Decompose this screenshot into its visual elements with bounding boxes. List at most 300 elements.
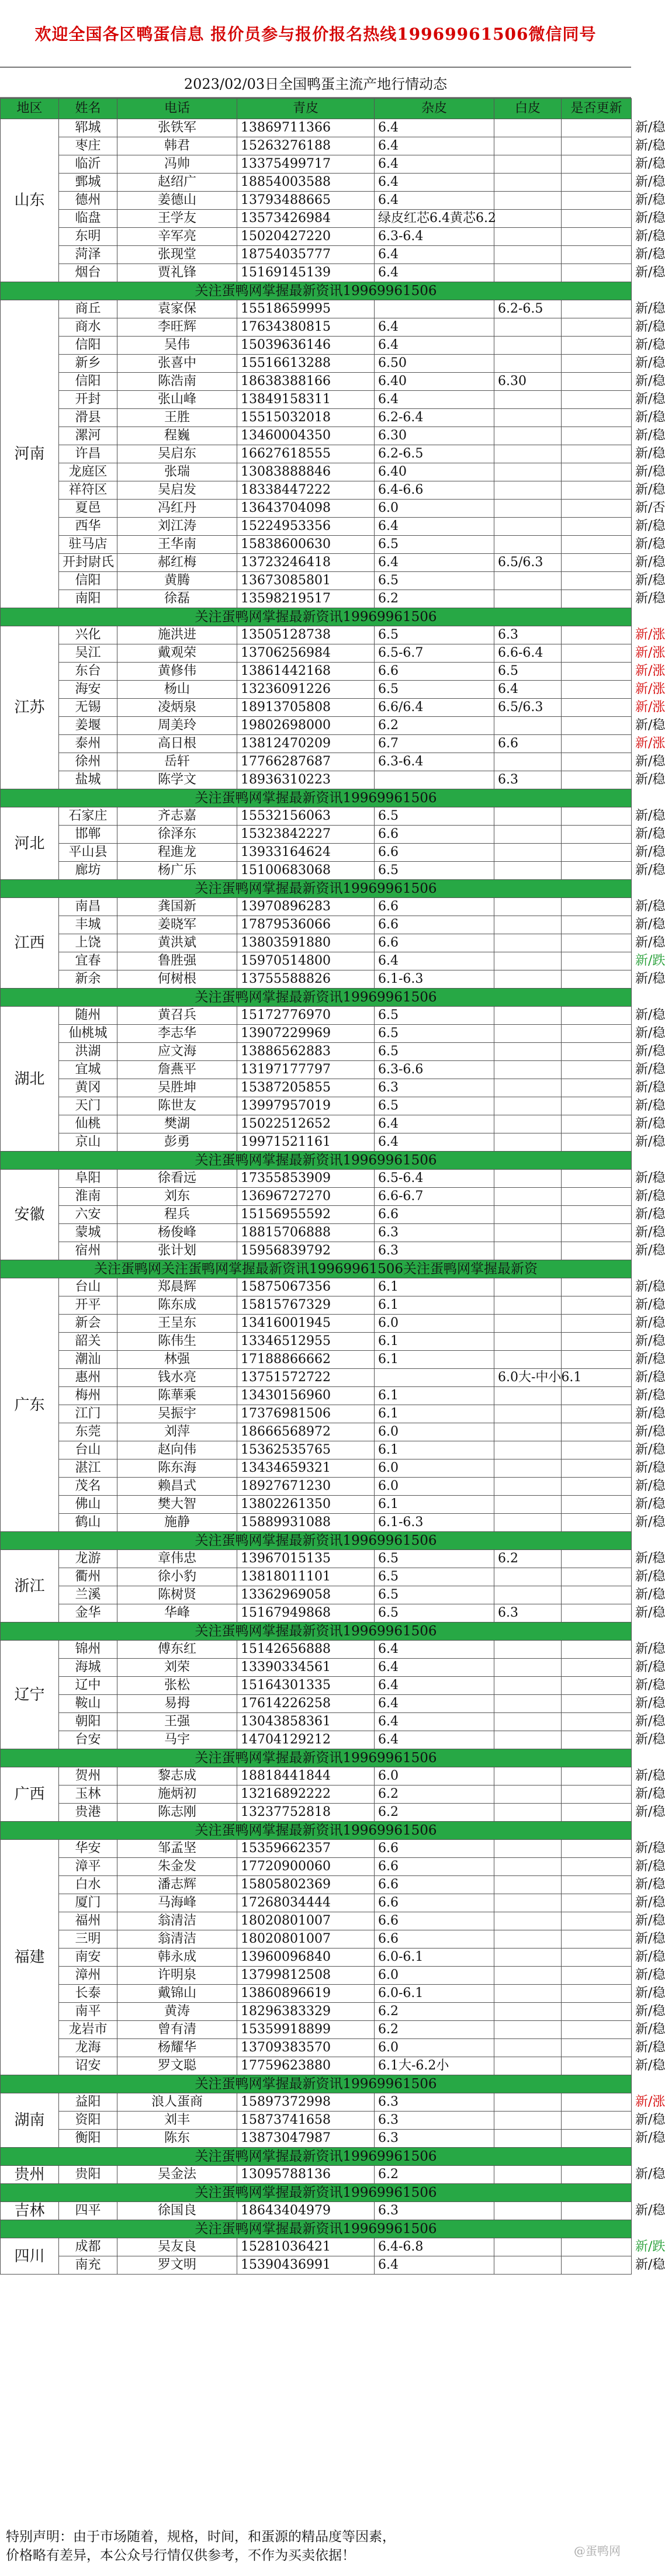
phone-cell: 15897372998 xyxy=(237,2093,375,2112)
name-cell: 程巍 xyxy=(117,427,237,445)
zapi-cell xyxy=(494,1985,562,2003)
table-row: 商水 李旺辉 17634380815 6.4 新/稳 xyxy=(1,318,632,337)
baipi-cell xyxy=(562,1333,632,1351)
baipi-cell xyxy=(562,536,632,554)
name-cell: 赖昌式 xyxy=(117,1478,237,1496)
name-cell: 龚国新 xyxy=(117,898,237,916)
name-cell: 张铁军 xyxy=(117,119,237,137)
table-row: 邯郸 徐泽东 15323842227 6.6 新/稳 xyxy=(1,826,632,844)
city-cell: 淮南 xyxy=(59,1188,117,1206)
qingpi-cell: 6.4 xyxy=(375,1713,494,1731)
qingpi-cell: 6.40 xyxy=(375,373,494,391)
name-cell: 岳轩 xyxy=(117,753,237,771)
name-cell: 张喜中 xyxy=(117,355,237,373)
city-cell: 三明 xyxy=(59,1930,117,1949)
zapi-cell xyxy=(494,2130,562,2148)
city-cell: 郓城 xyxy=(59,119,117,137)
table-row: 三明 翁清洁 18020801007 6.6 新/稳 xyxy=(1,1930,632,1949)
column-header: 地区 xyxy=(1,99,59,119)
zapi-cell xyxy=(494,155,562,174)
table-row: 西华 刘江涛 15224953356 6.4 新/稳 xyxy=(1,518,632,536)
qingpi-cell: 6.4 xyxy=(375,1677,494,1695)
banner-text: 关注蛋鸭网掌握最新资讯19969961506 xyxy=(1,608,632,626)
qingpi-cell: 6.1大-6.2小 xyxy=(375,2057,494,2075)
qingpi-cell: 6.6 xyxy=(375,1876,494,1894)
baipi-cell xyxy=(562,1115,632,1133)
baipi-cell xyxy=(562,1514,632,1532)
name-cell: 吴启东 xyxy=(117,445,237,463)
baipi-cell xyxy=(562,1496,632,1514)
baipi-cell xyxy=(562,1731,632,1749)
table-row: 夏邑 冯红丹 13643704098 6.0 新/否 xyxy=(1,500,632,518)
table-row: 仙桃城 李志华 13907229969 6.5 新/稳 xyxy=(1,1025,632,1043)
name-cell: 郝红梅 xyxy=(117,554,237,572)
city-cell: 信阳 xyxy=(59,337,117,355)
table-row: 淮南 刘东 13696727270 6.6-6.7 新/稳 xyxy=(1,1188,632,1206)
city-cell: 祥符区 xyxy=(59,481,117,500)
section-banner xyxy=(1,880,632,898)
city-cell: 江门 xyxy=(59,1405,117,1423)
city-cell: 仙桃城 xyxy=(59,1025,117,1043)
zapi-cell: 6.5 xyxy=(494,663,562,681)
baipi-cell xyxy=(562,1659,632,1677)
city-cell: 海城 xyxy=(59,1659,117,1677)
city-cell: 漯河 xyxy=(59,427,117,445)
table-row: 江苏 兴化 施洪进 13505128738 6.5 6.3 新/涨 xyxy=(1,626,632,644)
name-cell: 戴锦山 xyxy=(117,1985,237,2003)
city-cell: 朝阳 xyxy=(59,1713,117,1731)
zapi-cell: 6.3 xyxy=(494,626,562,644)
baipi-cell xyxy=(562,264,632,282)
name-cell: 鲁胜强 xyxy=(117,952,237,970)
phone-cell: 15359918899 xyxy=(237,2021,375,2039)
phone-cell: 15875067356 xyxy=(237,1278,375,1296)
city-cell: 白水 xyxy=(59,1876,117,1894)
section-banner xyxy=(1,1532,632,1550)
name-cell: 邹孟坚 xyxy=(117,1840,237,1858)
baipi-cell xyxy=(562,898,632,916)
baipi-cell xyxy=(562,1133,632,1152)
city-cell: 台山 xyxy=(59,1278,117,1296)
city-cell: 枣庄 xyxy=(59,137,117,155)
city-cell: 长泰 xyxy=(59,1985,117,2003)
table-row: 吴江 戴观荣 13706256984 6.5-6.7 6.6-6.4 新/涨 xyxy=(1,644,632,663)
table-row: 泰州 高日根 13812470209 6.7 6.6 新/涨 xyxy=(1,735,632,753)
phone-cell: 15100683068 xyxy=(237,862,375,880)
baipi-cell xyxy=(562,970,632,989)
phone-cell: 13673085801 xyxy=(237,572,375,590)
phone-cell: 15362535765 xyxy=(237,1441,375,1459)
baipi-cell xyxy=(562,1985,632,2003)
table-row: 韶关 陈伟生 13346512955 6.1 新/稳 xyxy=(1,1333,632,1351)
region-cell: 贵州 xyxy=(1,2166,59,2184)
baipi-cell xyxy=(562,2057,632,2075)
zapi-cell xyxy=(494,1423,562,1441)
baipi-cell xyxy=(562,572,632,590)
city-cell: 德州 xyxy=(59,192,117,210)
baipi-cell xyxy=(562,1061,632,1079)
baipi-cell xyxy=(562,2093,632,2112)
table-row: 福建 华安 邹孟坚 15359662357 6.6 新/稳 xyxy=(1,1840,632,1858)
disclaimer-line-2: 价格略有差异，本公众号行情仅供参考，不作为买卖依据！ xyxy=(6,2548,355,2563)
qingpi-cell: 6.40 xyxy=(375,463,494,481)
qingpi-cell: 6.4 xyxy=(375,318,494,337)
table-row: 辽宁 锦州 傅东红 15142656888 6.4 新/稳 xyxy=(1,1641,632,1659)
city-cell: 西华 xyxy=(59,518,117,536)
zapi-cell xyxy=(494,1496,562,1514)
table-row: 台安 马宇 14704129212 6.4 新/稳 xyxy=(1,1731,632,1749)
region-cell: 广东 xyxy=(1,1278,59,1532)
table-row: 安徽 阜阳 徐看远 17355853909 6.5-6.4 新/稳 xyxy=(1,1170,632,1188)
city-cell: 漳平 xyxy=(59,1858,117,1876)
qingpi-cell: 6.4 xyxy=(375,119,494,137)
zapi-cell xyxy=(494,1894,562,1912)
section-banner xyxy=(1,789,632,807)
zapi-cell xyxy=(494,1659,562,1677)
column-header: 杂皮 xyxy=(375,99,494,119)
city-cell: 南充 xyxy=(59,2256,117,2275)
qingpi-cell: 6.1 xyxy=(375,1441,494,1459)
phone-cell: 13083888846 xyxy=(237,463,375,481)
name-cell: 吴友良 xyxy=(117,2238,237,2256)
zapi-cell xyxy=(494,1224,562,1242)
baipi-cell xyxy=(562,2166,632,2184)
baipi-cell xyxy=(562,735,632,753)
baipi-cell xyxy=(562,1097,632,1115)
price-table xyxy=(0,98,665,2275)
baipi-cell xyxy=(562,174,632,192)
baipi-cell xyxy=(562,1025,632,1043)
phone-cell: 13362969058 xyxy=(237,1586,375,1604)
region-cell: 安徽 xyxy=(1,1170,59,1260)
table-row: 衢州 徐小豹 13818011101 6.5 新/稳 xyxy=(1,1568,632,1586)
phone-cell: 15889931088 xyxy=(237,1514,375,1532)
name-cell: 黄召兵 xyxy=(117,1007,237,1025)
baipi-cell xyxy=(562,1876,632,1894)
qingpi-cell: 6.0 xyxy=(375,1767,494,1785)
zapi-cell xyxy=(494,1188,562,1206)
zapi-cell xyxy=(494,192,562,210)
zapi-cell xyxy=(494,1858,562,1876)
phone-cell: 13997957019 xyxy=(237,1097,375,1115)
table-row: 茂名 赖昌式 18927671230 6.0 新/稳 xyxy=(1,1478,632,1496)
name-cell: 樊湖 xyxy=(117,1115,237,1133)
table-row: 佛山 樊大智 13802261350 6.1 新/稳 xyxy=(1,1496,632,1514)
city-cell: 兰溪 xyxy=(59,1586,117,1604)
table-row: 蒙城 杨俊峰 18815706888 6.3 新/稳 xyxy=(1,1224,632,1242)
table-body xyxy=(1,119,665,2275)
qingpi-cell: 6.5 xyxy=(375,862,494,880)
baipi-cell xyxy=(562,1894,632,1912)
qingpi-cell: 6.1-6.3 xyxy=(375,1514,494,1532)
name-cell: 李志华 xyxy=(117,1025,237,1043)
qingpi-cell: 6.3-6.4 xyxy=(375,753,494,771)
zapi-cell xyxy=(494,1641,562,1659)
city-cell: 华安 xyxy=(59,1840,117,1858)
name-cell: 陈浩南 xyxy=(117,373,237,391)
phone-cell: 13390334561 xyxy=(237,1659,375,1677)
name-cell: 徐磊 xyxy=(117,590,237,608)
zapi-cell xyxy=(494,1061,562,1079)
qingpi-cell: 6.4 xyxy=(375,952,494,970)
zapi-cell xyxy=(494,572,562,590)
zapi-cell xyxy=(494,1007,562,1025)
name-cell: 贾礼锋 xyxy=(117,264,237,282)
section-banner xyxy=(1,2075,632,2093)
qingpi-cell: 6.1 xyxy=(375,1496,494,1514)
table-row: 漯河 程巍 13460004350 6.30 新/稳 xyxy=(1,427,632,445)
region-cell: 吉林 xyxy=(1,2202,59,2220)
phone-cell: 15805802369 xyxy=(237,1876,375,1894)
name-cell: 程兵 xyxy=(117,1206,237,1224)
city-cell: 廊坊 xyxy=(59,862,117,880)
name-cell: 王呈东 xyxy=(117,1315,237,1333)
table-row: 新会 王呈东 13416001945 6.0 新/稳 xyxy=(1,1315,632,1333)
zapi-cell xyxy=(494,355,562,373)
baipi-cell xyxy=(562,1315,632,1333)
baipi-cell xyxy=(562,355,632,373)
qingpi-cell: 6.2 xyxy=(375,1804,494,1822)
name-cell: 冯红丹 xyxy=(117,500,237,518)
name-cell: 杨广乐 xyxy=(117,862,237,880)
qingpi-cell: 6.2 xyxy=(375,2021,494,2039)
name-cell: 赵绍广 xyxy=(117,174,237,192)
table-row: 河南 商丘 袁家保 15518659995 6.2-6.5 新/稳 xyxy=(1,300,632,318)
table-row: 平山县 程進龙 13933164624 6.6 新/稳 xyxy=(1,844,632,862)
phone-cell: 13849158311 xyxy=(237,391,375,409)
zapi-cell xyxy=(494,1459,562,1478)
city-cell: 菏泽 xyxy=(59,246,117,264)
name-cell: 黎志成 xyxy=(117,1767,237,1785)
name-cell: 吴胜坤 xyxy=(117,1079,237,1097)
zapi-cell xyxy=(494,916,562,934)
name-cell: 齐志嘉 xyxy=(117,807,237,826)
qingpi-cell: 6.4-6.8 xyxy=(375,2238,494,2256)
name-cell: 徐看远 xyxy=(117,1170,237,1188)
phone-cell: 13873047987 xyxy=(237,2130,375,2148)
baipi-cell xyxy=(562,1967,632,1985)
zapi-cell xyxy=(494,518,562,536)
zapi-cell xyxy=(494,1514,562,1532)
name-cell: 韩永成 xyxy=(117,1949,237,1967)
qingpi-cell: 6.6 xyxy=(375,663,494,681)
table-row: 山东 郓城 张铁军 13869711366 6.4 新/稳 xyxy=(1,119,632,137)
zapi-cell xyxy=(494,1351,562,1369)
table-row: 德州 姜德山 13793488665 6.4 新/稳 xyxy=(1,192,632,210)
name-cell: 曾有清 xyxy=(117,2021,237,2039)
region-cell: 河南 xyxy=(1,300,59,608)
phone-cell: 15970514800 xyxy=(237,952,375,970)
phone-cell: 13216892222 xyxy=(237,1785,375,1804)
phone-cell: 17634380815 xyxy=(237,318,375,337)
baipi-cell xyxy=(562,1641,632,1659)
zapi-cell xyxy=(494,2112,562,2130)
city-cell: 南昌 xyxy=(59,898,117,916)
qingpi-cell: 6.6-6.7 xyxy=(375,1188,494,1206)
zapi-cell xyxy=(494,1043,562,1061)
baipi-cell xyxy=(562,155,632,174)
city-cell: 宜城 xyxy=(59,1061,117,1079)
phone-cell: 18666568972 xyxy=(237,1423,375,1441)
table-row: 无锡 凌炳泉 18913705808 6.6/6.4 6.5/6.3 新/涨 xyxy=(1,699,632,717)
phone-cell: 13095788136 xyxy=(237,2166,375,2184)
city-cell: 黄冈 xyxy=(59,1079,117,1097)
zapi-cell xyxy=(494,2238,562,2256)
city-cell: 烟台 xyxy=(59,264,117,282)
qingpi-cell: 6.30 xyxy=(375,427,494,445)
baipi-cell xyxy=(562,681,632,699)
table-row: 龙海 杨耀华 13709383570 6.0 新/稳 xyxy=(1,2039,632,2057)
baipi-cell xyxy=(562,807,632,826)
phone-cell: 15167949868 xyxy=(237,1604,375,1622)
table-row: 厦门 马海峰 17268034444 6.6 新/稳 xyxy=(1,1894,632,1912)
table-row: 潮汕 林强 17188866662 6.1 新/稳 xyxy=(1,1351,632,1369)
qingpi-cell: 6.3 xyxy=(375,2130,494,2148)
phone-cell: 15281036421 xyxy=(237,2238,375,2256)
baipi-cell xyxy=(562,1949,632,1967)
table-row: 盐城 陈学文 18936310223 6.3 新/稳 xyxy=(1,771,632,789)
city-cell: 玉林 xyxy=(59,1785,117,1804)
qingpi-cell: 6.5 xyxy=(375,681,494,699)
region-cell: 山东 xyxy=(1,119,59,282)
table-row: 驻马店 王华南 15838600630 6.5 新/稳 xyxy=(1,536,632,554)
baipi-cell xyxy=(562,337,632,355)
baipi-cell xyxy=(562,1586,632,1604)
name-cell: 陈东成 xyxy=(117,1296,237,1315)
baipi-cell xyxy=(562,1478,632,1496)
phone-cell: 13755588826 xyxy=(237,970,375,989)
table-row: 朝阳 王强 13043858361 6.4 新/稳 xyxy=(1,1713,632,1731)
table-row: 南阳 徐磊 13598219517 6.2 新/稳 xyxy=(1,590,632,608)
baipi-cell xyxy=(562,500,632,518)
baipi-cell xyxy=(562,1767,632,1785)
name-cell: 王胜 xyxy=(117,409,237,427)
zapi-cell xyxy=(494,1731,562,1749)
baipi-cell xyxy=(562,1550,632,1568)
zapi-cell xyxy=(494,2057,562,2075)
phone-cell: 18854003588 xyxy=(237,174,375,192)
baipi-cell xyxy=(562,590,632,608)
column-header: 姓名 xyxy=(59,99,117,119)
baipi-cell xyxy=(562,518,632,536)
name-cell: 赵向伟 xyxy=(117,1441,237,1459)
qingpi-cell: 6.0 xyxy=(375,1423,494,1441)
phone-cell: 15956839792 xyxy=(237,1242,375,1260)
phone-cell: 15873741658 xyxy=(237,2112,375,2130)
zapi-cell xyxy=(494,1387,562,1405)
city-cell: 资阳 xyxy=(59,2112,117,2130)
qingpi-cell: 6.0 xyxy=(375,1478,494,1496)
table-row: 诏安 罗文聪 17759623880 6.1大-6.2小 新/稳 xyxy=(1,2057,632,2075)
table-row: 开封 张山峰 13849158311 6.4 新/稳 xyxy=(1,391,632,409)
qingpi-cell: 6.0 xyxy=(375,500,494,518)
baipi-cell xyxy=(562,1079,632,1097)
qingpi-cell: 6.4 xyxy=(375,1115,494,1133)
zapi-cell xyxy=(494,807,562,826)
baipi-cell xyxy=(562,373,632,391)
notice-bar xyxy=(0,0,631,68)
baipi-cell xyxy=(562,1840,632,1858)
baipi-cell xyxy=(562,1278,632,1296)
name-cell: 马宇 xyxy=(117,1731,237,1749)
name-cell: 张瑞 xyxy=(117,463,237,481)
table-row: 南安 韩永成 13960096840 6.0-6.1 新/稳 xyxy=(1,1949,632,1967)
baipi-cell xyxy=(562,1387,632,1405)
baipi-cell xyxy=(562,717,632,735)
city-cell: 龙岩市 xyxy=(59,2021,117,2039)
phone-cell: 18638388166 xyxy=(237,373,375,391)
qingpi-cell: 6.6 xyxy=(375,934,494,952)
name-cell: 周美玲 xyxy=(117,717,237,735)
zapi-cell xyxy=(494,174,562,192)
zapi-cell xyxy=(494,337,562,355)
zapi-cell xyxy=(494,2093,562,2112)
table-header xyxy=(1,99,632,119)
table-row: 临盘 王学友 13573426984 绿皮红芯6.4黄芯6.2 新/稳 xyxy=(1,210,632,228)
table-row: 广东 台山 郑晨辉 15875067356 6.1 新/稳 xyxy=(1,1278,632,1296)
phone-cell: 13803591880 xyxy=(237,934,375,952)
table-row: 辽中 张松 15164301335 6.4 新/稳 xyxy=(1,1677,632,1695)
zapi-cell xyxy=(494,210,562,228)
qingpi-cell: 6.3 xyxy=(375,2093,494,2112)
table-row: 吉林 四平 徐国良 18643404979 6.3 新/稳 xyxy=(1,2202,632,2220)
zapi-cell xyxy=(494,2256,562,2275)
qingpi-cell: 6.4 xyxy=(375,2256,494,2275)
name-cell: 傅东红 xyxy=(117,1641,237,1659)
table-row: 黄冈 吴胜坤 15387205855 6.3 新/稳 xyxy=(1,1079,632,1097)
city-cell: 台安 xyxy=(59,1731,117,1749)
name-cell: 陈东 xyxy=(117,2130,237,2148)
baipi-cell xyxy=(562,210,632,228)
city-cell: 驻马店 xyxy=(59,536,117,554)
qingpi-cell: 6.4 xyxy=(375,192,494,210)
baipi-cell xyxy=(562,1804,632,1822)
phone-cell: 15169145139 xyxy=(237,264,375,282)
table-row: 宿州 张计划 15956839792 6.3 新/稳 xyxy=(1,1242,632,1260)
name-cell: 王学友 xyxy=(117,210,237,228)
baipi-cell xyxy=(562,300,632,318)
name-cell: 彭勇 xyxy=(117,1133,237,1152)
table-row: 台山 赵向伟 15362535765 6.1 新/稳 xyxy=(1,1441,632,1459)
city-cell: 临盘 xyxy=(59,210,117,228)
phone-cell: 18818441844 xyxy=(237,1767,375,1785)
phone-cell: 13812470209 xyxy=(237,735,375,753)
baipi-cell xyxy=(562,137,632,155)
table-row: 枣庄 韩君 15263276188 6.4 新/稳 xyxy=(1,137,632,155)
zapi-cell: 6.2 xyxy=(494,1550,562,1568)
table-row: 浙江 龙游 章伟忠 13967015135 6.5 6.2 新/稳 xyxy=(1,1550,632,1568)
phone-cell: 13346512955 xyxy=(237,1333,375,1351)
city-cell: 洪湖 xyxy=(59,1043,117,1061)
baipi-cell xyxy=(562,445,632,463)
name-cell: 王华南 xyxy=(117,536,237,554)
zapi-cell xyxy=(494,119,562,137)
qingpi-cell: 6.5 xyxy=(375,1025,494,1043)
table-row: 鞍山 易拇 17614226258 6.4 新/稳 xyxy=(1,1695,632,1713)
zapi-cell xyxy=(494,1930,562,1949)
zapi-cell xyxy=(494,1568,562,1586)
banner-text: 关注蛋鸭网掌握最新资讯19969961506 xyxy=(1,2220,632,2238)
zapi-cell xyxy=(494,536,562,554)
city-cell: 辽中 xyxy=(59,1677,117,1695)
region-cell: 四川 xyxy=(1,2238,59,2275)
zapi-cell xyxy=(494,246,562,264)
banner-text: 关注蛋鸭网掌握最新资讯19969961506 xyxy=(1,1822,632,1840)
zapi-cell: 6.0大-中小6.1 xyxy=(494,1369,562,1387)
name-cell: 吴金法 xyxy=(117,2166,237,2184)
qingpi-cell: 6.5 xyxy=(375,626,494,644)
phone-cell: 13818011101 xyxy=(237,1568,375,1586)
